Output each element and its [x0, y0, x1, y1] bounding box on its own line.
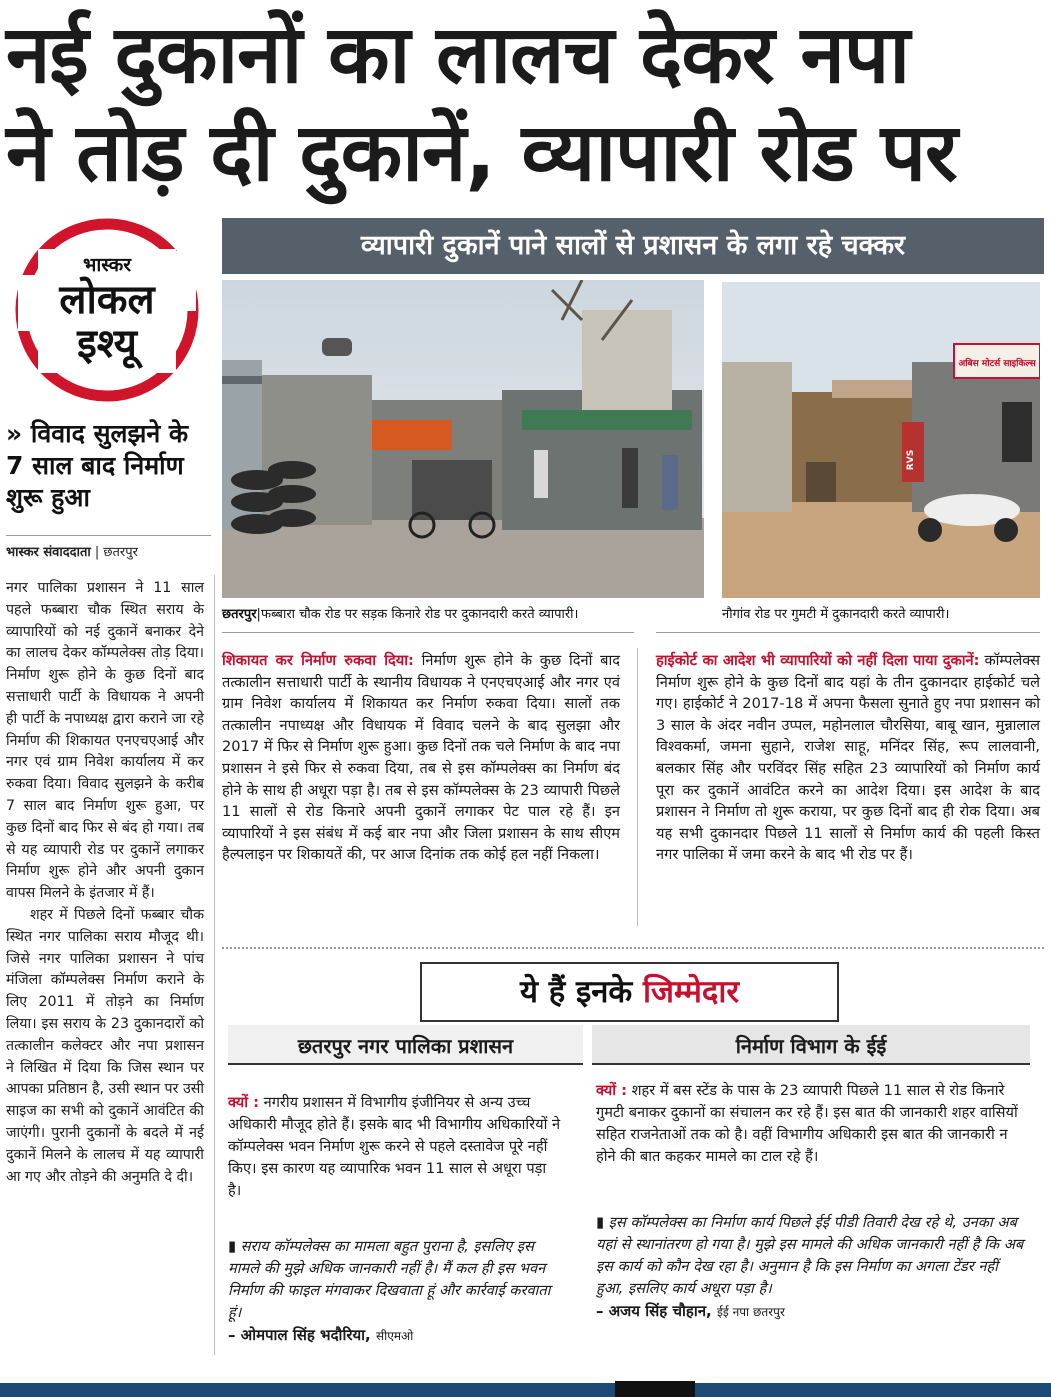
quote-right-signer	[596, 1302, 785, 1320]
article-highcourt	[656, 650, 1040, 866]
page-headline	[6, 6, 1046, 202]
why-left-label: क्यों :	[228, 1094, 259, 1111]
why-left-text: नगरीय प्रशासन में विभागीय इंजीनियर से अन्य उच्च अधिकारी मौजूद होते हैं। इसके बाद भी विभागीय अधिकारियों ने कॉम्पलेक्स भवन निर्माण शुरू करने से पहले दस्तावेज पूरे नहीं किए। इस कारण यह व्यापारिक भवन 11 साल से अधूरा पड़ा है।	[228, 1094, 561, 1199]
badge-line-1: लोकल	[59, 277, 155, 323]
photo-naugaon-road	[722, 282, 1040, 598]
responsible-left-quote	[228, 1236, 563, 1347]
rule-article-2	[656, 632, 1040, 633]
byline: भास्कर संवाददाता | छतरपुर	[6, 535, 211, 560]
article-2-kicker: हाईकोर्ट का आदेश भी व्यापारियों को नहीं दिला पाया दुकानें:	[656, 652, 980, 669]
left-column-para-1: नगर पालिका प्रशासन ने 11 साल पहले फब्बारा चौक स्थित सराय के व्यापारियों को नई दुकानें बनाकर देने का लालच देकर कॉम्पलेक्स तोड़ दिया। निर्माण शुरू होने के कुछ दिनों बाद सत्ताधारी पार्टी के विधायक ने अपनी ही पार्टी के नपाध्यक्ष द्वारा कराने जा रहे निर्माण की शिकायत एनएचएआई और नगर एवं ग्राम निवेश कार्यालय में कर रुकवा दिया। विवाद सुलझने के करीब 7 साल बाद निर्माण शुरू हुआ, पर कुछ दिनों बाद फिर से बंद हो गया। तब से यह व्यापारी रोड पर दुकानें लगाकर निर्माण शुरू होने और अपनी दुकान वापस मिलने के इंतजार में हैं।	[6, 580, 204, 902]
rule-article-1	[222, 632, 634, 633]
quote-left-signer	[228, 1326, 413, 1344]
responsible-title-part-1: ये हैं इनके	[519, 974, 633, 1010]
subheadline-bar: व्यापारी दुकानें पाने सालों से प्रशासन के लगा रहे चक्कर	[222, 218, 1044, 274]
side-marker-icon: »	[6, 419, 23, 448]
column-divider	[214, 575, 215, 1355]
shop-sign-text: अबिस मोटर्स साइकिल्स	[958, 359, 1036, 369]
article-2-text: कॉम्पलेक्स निर्माण शुरू होने के कुछ दिनों बाद यहां के तीन दुकानदार हाईकोर्ट चले गए। हाईकोर्ट ने 2017-18 में अपना फैसला सुनाते हुए नपा प्रशासन को 3 साल के अंदर नवीन उप्पल, महोनलाल चौरसिया, बाबू खान, मुन्नालाल विश्वकर्मा, जमना सुहाने, राजेश साहू, मनिंदर सिंह, रूप लालवानी, बलकार सिंह और परविंदर सिंह सहित 23 व्यापारियों को निर्माण कार्य पूरा कर दुकानें आवंटित करने का आदेश दिया। इस आदेश के बाद प्रशासन ने निर्माण तो शुरू कराया, पर कुछ दिनों बाद ही रोक दिया। अब यह सभी दुकानदार पिछले 11 सालों से निर्माण कार्य की पहली किस्त नगर पालिका में जमा करने के बाद भी रोड पर हैं।	[656, 652, 1040, 864]
responsible-right-quote	[596, 1212, 1028, 1323]
dotted-separator	[222, 947, 1044, 949]
quote-right-text: इस कॉम्पलेक्स का निर्माण कार्य पिछले ईई पीडी तिवारी देख रहे थे, उनका अब यहां से स्थानांतरण हो गया है। मुझे इस मामले की अधिक जानकारी नहीं है कि अब इस कार्य को कौन देख रहा है। अनुमान है कि इस निर्माण का अगला टेंडर नहीं हुआ, इसलिए कार्य अधूरा पड़ा है।	[596, 1214, 1024, 1297]
why-right-label: क्यों :	[596, 1082, 627, 1099]
byline-role: भास्कर संवाददाता	[6, 545, 91, 560]
quote-right-marker-icon: ▮	[596, 1214, 609, 1231]
badge-brand: भास्कर	[82, 254, 132, 276]
article-divider	[637, 648, 638, 926]
rvs-sign-text: RVS	[906, 449, 916, 471]
signer-right-name: – अजय सिंह चौहान,	[596, 1302, 712, 1320]
photo-caption-1: छतरपुर|फब्बारा चौक रोड पर सड़क किनारे रोड पर दुकानदारी करते व्यापारी।	[222, 607, 579, 622]
headline-line-2: ने तोड़ दी दुकानें, व्यापारी रोड पर	[6, 106, 957, 199]
badge-line-2: इश्यू	[77, 321, 137, 367]
side-headline-text: विवाद सुलझने के 7 साल बाद निर्माण शुरू हुआ	[6, 419, 189, 512]
photo-fabbara-chowk	[222, 280, 704, 598]
local-issue-logo	[12, 215, 202, 405]
responsible-right-why	[596, 1080, 1028, 1168]
quote-left-text: सराय कॉम्पलेक्स का मामला बहुत पुराना है, इसलिए इस मामले की मुझे अधिक जानकारी नहीं है। मैं कल ही इस भवन निर्माण की फाइल मंगवाकर दिखवाता हूं और कार्रवाई करवाता हूं।	[228, 1238, 551, 1321]
why-right-text: शहर में बस स्टेंड के पास के 23 व्यापारी पिछले 11 साल से रोड किनारे गुमटी बनाकर दुकानों का संचालन कर रहे हैं। इस बात की जानकारी शहर वासियों सहित राजनेताओं तक को है। वहीं विभागीय अधिकारी इस बात की जानकारी न होने की बात कहकर मामले का टाल रहे हैं।	[596, 1082, 1018, 1165]
responsible-left-heading: छतरपुर नगर पालिका प्रशासन	[228, 1025, 583, 1065]
footer-rule	[0, 1383, 1051, 1397]
article-complaint	[222, 650, 620, 866]
signer-left-role: सीएमओ	[375, 1329, 414, 1343]
signer-left-name: – ओमपाल सिंह भदौरिया,	[228, 1326, 371, 1344]
left-column-text	[6, 578, 204, 1188]
quote-left-marker-icon: ▮	[228, 1238, 241, 1255]
article-1-text: निर्माण शुरू होने के कुछ दिनों बाद तत्कालीन सत्ताधारी पार्टी के स्थानीय विधायक ने एनएचएआई और नगर एवं ग्राम निवेश कार्यालय में शिकायत कर निर्माण रुकवा दिया। सालों तक तत्कालीन नपाध्यक्ष और विधायक में विवाद चलने के बाद सुलझा और 2017 में फिर से निर्माण शुरू हुआ। कुछ दिनों तक चले निर्माण के बाद नपा प्रशासन ने इसे फिर से रुकवा दिया, तब से इस कॉम्पलेक्स का निर्माण बंद होने के साथ ही अधूरा पड़ा है। तब से इस कॉम्पलेक्स के 23 व्यापारी पिछले 11 सालों से रोड किनारे अपनी दुकानें लगाकर पेट पाल रहे हैं। इन व्यापारियों ने इस संबंध में कई बार नपा और जिला प्रशासन के साथ सीएम हैल्पलाइन पर शिकायतें की, पर आज दिनांक तक कोई हल नहीं निकला।	[222, 652, 620, 864]
responsible-right-heading: निर्माण विभाग के ईई	[592, 1025, 1030, 1065]
side-headline	[6, 418, 211, 514]
photo-caption-2: नौगांव रोड पर गुमटी में दुकानदारी करते व्यापारी।	[722, 607, 950, 622]
responsible-title-part-2: जिम्मेदार	[643, 974, 740, 1010]
signer-right-role: ईई नपा छतरपुर	[716, 1305, 785, 1319]
footer-mark	[615, 1381, 695, 1397]
responsible-left-why	[228, 1092, 563, 1202]
left-column-para-2: शहर में पिछले दिनों फब्बार चौक स्थित नगर पालिका सराय मौजूद थी। जिसे नगर पालिका प्रशासन ने पांच मंजिला कॉम्पलेक्स निर्माण कराने के लिए 2011 में तोड़ने का निर्माण लिया। इस सराय के 23 दुकानदारों को तत्कालीन कलेक्टर और नपा प्रशासन ने लिखित में दिया कि जिस स्थान पर आपका प्रतिष्ठान है, उसी स्थान पर उसी साइज का सभी को दुकानें आवंटित की जाएंगी। पुरानी दुकानों के बदले में नई दुकानें मिलने के लालच में यह व्यापारी आ गए और तोड़ने की अनुमति दे दी।	[6, 906, 204, 1185]
article-1-kicker: शिकायत कर निर्माण रुकवा दिया:	[222, 652, 414, 669]
caption-1-text: फब्बारा चौक रोड पर सड़क किनारे रोड पर दुकानदारी करते व्यापारी।	[260, 607, 579, 622]
headline-line-1: नई दुकानों का लालच देकर नपा	[6, 8, 910, 101]
byline-place: छतरपुर	[103, 545, 138, 560]
caption-1-place: छतरपुर	[222, 607, 257, 622]
responsible-title	[420, 962, 839, 1022]
